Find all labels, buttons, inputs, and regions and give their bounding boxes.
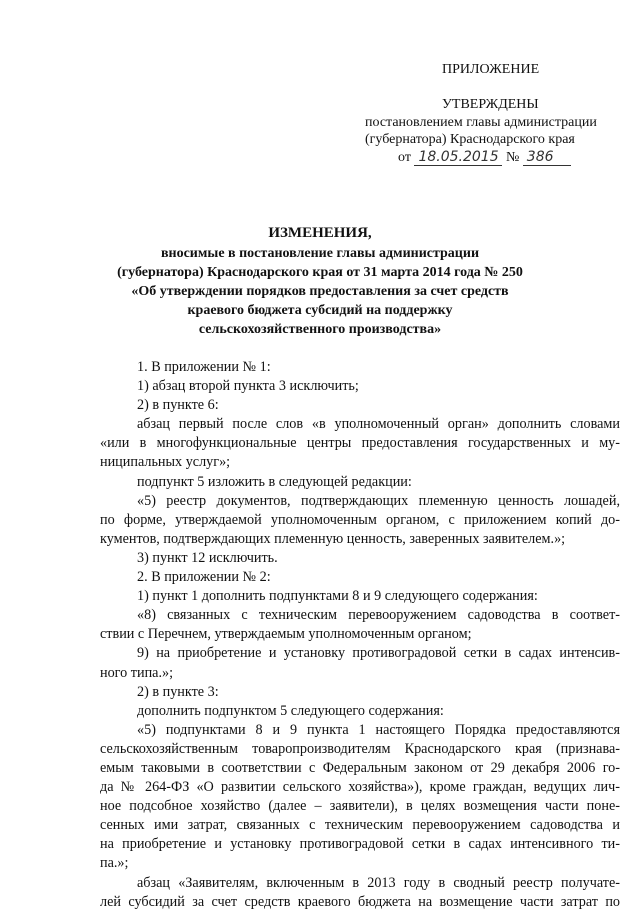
date-prefix: от bbox=[398, 150, 411, 165]
appendix-label: ПРИЛОЖЕНИЕ bbox=[442, 62, 540, 77]
approved-by-line2: (губернатора) Краснодарского края bbox=[365, 132, 575, 147]
decree-date-number bbox=[398, 150, 571, 166]
title-line: сельскохозяйственного производства» bbox=[198, 322, 442, 337]
body-line: 2) в пункте 6: bbox=[137, 397, 219, 414]
body-line: емым таковыми в соответствии с Федеральным законом от 29 декабря 2006 го- bbox=[100, 759, 620, 776]
document-title bbox=[100, 222, 540, 339]
body-line: 2) в пункте 3: bbox=[137, 683, 219, 700]
body-line: лей субсидий за счет средств краевого бюджета на возмещение части затрат по bbox=[100, 893, 620, 910]
body-line: ствии с Перечнем, утверждаемым уполномоченным органом; bbox=[100, 626, 472, 643]
title-main: ИЗМЕНЕНИЯ, bbox=[268, 225, 372, 241]
approved-label: УТВЕРЖДЕНЫ bbox=[442, 97, 539, 112]
handwritten-date: 18.05.2015 bbox=[414, 150, 502, 166]
title-line: краевого бюджета субсидий на поддержку bbox=[187, 303, 453, 318]
handwritten-number: 386 bbox=[523, 150, 571, 166]
body-line: 9) на приобретение и установку противоградовой сетки в садах интенсив- bbox=[137, 645, 620, 662]
body-line: ниципальных услуг»; bbox=[100, 454, 231, 471]
body-line: 1. В приложении № 1: bbox=[137, 359, 271, 375]
body-line: абзац первый после слов «в уполномоченный орган» дополнить словами bbox=[137, 416, 620, 433]
body-line: 2. В приложении № 2: bbox=[137, 569, 271, 586]
body-line: сенных ими затрат, связанных с техническим перевооружением садоводства и bbox=[100, 817, 620, 834]
body-line: по форме, утверждаемой уполномоченным органом, с приложением копий до- bbox=[100, 511, 620, 528]
title-subtitle bbox=[100, 244, 540, 339]
body-line: 1) абзац второй пункта 3 исключить; bbox=[137, 378, 359, 395]
body-line: «5) подпунктами 8 и 9 пункта 1 настоящего Порядка предоставляются bbox=[137, 721, 620, 738]
approved-by-line1: постановлением главы администрации bbox=[365, 115, 597, 130]
body-line: сельскохозяйственным товаропроизводителям Краснодарского края (признава- bbox=[100, 740, 620, 757]
body-line: 1) пункт 1 дополнить подпунктами 8 и 9 следующего содержания: bbox=[137, 588, 538, 605]
body-line: подпункт 5 изложить в следующей редакции: bbox=[137, 473, 412, 490]
body-line: кументов, подтверждающих племенную ценность, заверенных заявителем.»; bbox=[100, 530, 566, 547]
body-line: 3) пункт 12 исключить. bbox=[137, 549, 278, 566]
title-line: «Об утверждении порядков предоставления за счет средств bbox=[131, 284, 509, 299]
number-prefix: № bbox=[505, 150, 520, 165]
body-line: «или в многофункциональные центры предоставления государственных и му- bbox=[100, 435, 620, 452]
body-line: абзац «Заявителям, включенным в 2013 году в сводный реестр получате- bbox=[137, 874, 620, 891]
body-line: ного типа.»; bbox=[100, 664, 174, 681]
body-line: на приобретение и установку противоградовой сетки в садах интенсивного ти- bbox=[100, 836, 620, 853]
title-line: вносимые в постановление главы администрации bbox=[160, 246, 480, 261]
document-body bbox=[100, 358, 620, 912]
body-line: дополнить подпунктом 5 следующего содержания: bbox=[137, 702, 444, 719]
body-line: «8) связанных с техническим перевооружением садоводства в соответ- bbox=[137, 607, 620, 624]
body-line: ное подсобное хозяйство (далее – заявители), в целях возмещения части понe- bbox=[100, 798, 620, 815]
body-line: «5) реестр документов, подтверждающих племенную ценность лошадей, bbox=[137, 492, 620, 509]
body-line: да № 264-ФЗ «О развитии сельского хозяйства»), кроме граждан, ведущих лич- bbox=[100, 779, 620, 796]
body-line: па.»; bbox=[100, 855, 129, 872]
title-line: (губернатора) Краснодарского края от 31 марта 2014 года № 250 bbox=[117, 265, 523, 280]
